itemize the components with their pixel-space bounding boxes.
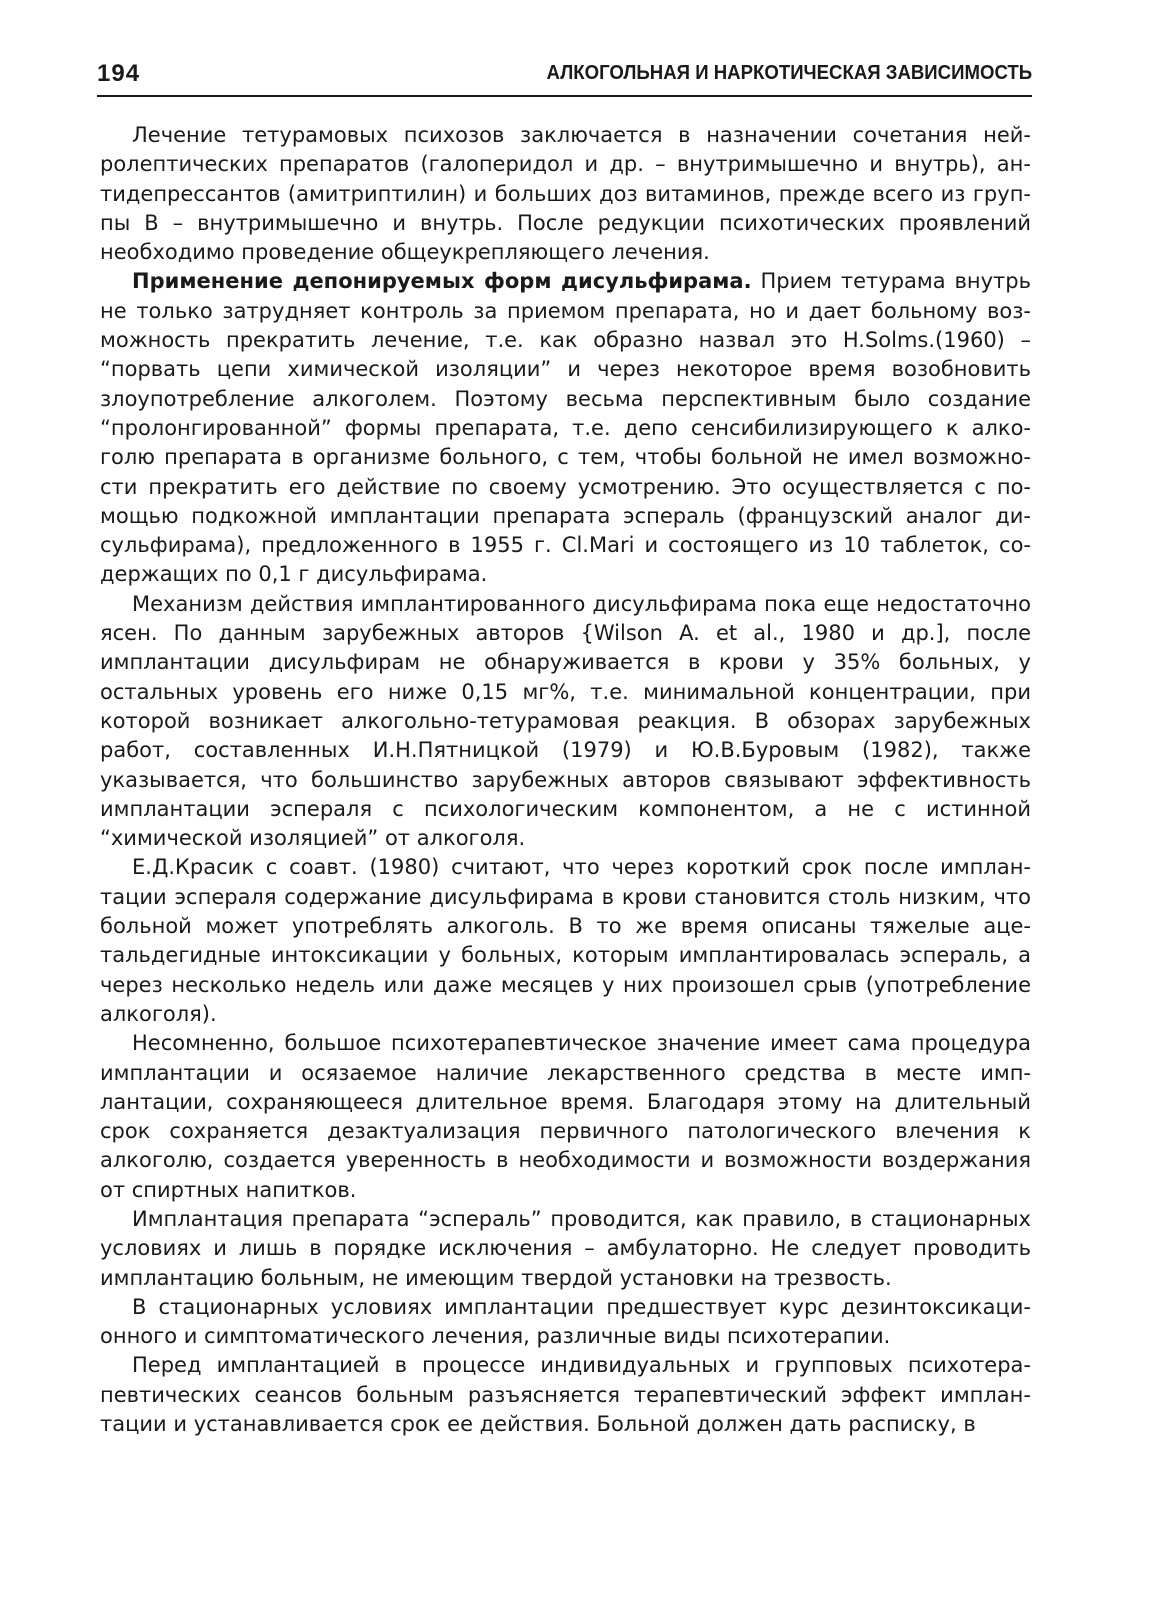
paragraph-text: В стационарных условиях имплантации предшествует курс дезинтоксикационного и симптоматического лечения, различные виды психотерапии. <box>100 1294 1031 1349</box>
paragraph-text: Лечение тетурамовых психозов заключается в назначении сочетания нейролептических препаратов (галоперидол и др. – внутримышечно и внутрь), антидепрессантов (амитриптилин) и больших доз витаминов, прежде всего из группы В – внутримышечно и внутрь. После редукции психотических проявлений необходимо проведение общеукрепляющего лечения. <box>100 123 1031 265</box>
page-header <box>97 58 1032 94</box>
paragraph-lead-heading: Применение депонируемых форм дисульфирама. <box>132 269 752 294</box>
paragraph-4 <box>100 853 1031 1029</box>
paragraph-8 <box>100 1351 1031 1439</box>
paragraph-1 <box>100 121 1031 267</box>
paragraph-text: Е.Д.Красик с соавт. (1980) считают, что через короткий срок после имплантации эспераля содержание дисульфирама в крови становится столь низким, что больной может употреблять алкоголь. В то же время описаны тяжелые ацетальдегидные интоксикации у больных, которым имплантировалась эспераль, а через несколько недель или даже месяцев у них произошел срыв (употребление алкоголя). <box>100 855 1031 1026</box>
running-title: АЛКОГОЛЬНАЯ И НАРКОТИЧЕСКАЯ ЗАВИСИМОСТЬ <box>546 62 1032 84</box>
paragraph-7 <box>100 1293 1031 1352</box>
page-number: 194 <box>97 60 141 87</box>
body-text <box>100 121 1031 1439</box>
paragraph-text: Прием тетурама внутрь не только затрудняет контроль за приемом препарата, но и дает больному возможность прекратить лечение, т.е. как образно назвал это H.Solms.(1960) – “порвать цепи химической изоляции” и через некоторое время возобновить злоупотребление алкоголем. Поэтому весьма перспективным было создание “пролонгированной” формы препарата, т.е. депо сенсибилизирующего к алкоголю препарата в организме больного, с тем, чтобы больной не имел возможности прекратить его действие по своему усмотрению. Это осуществляется с помощью подкожной имплантации препарата эспераль (французский аналог дисульфирама), предложенного в 1955 г. Cl.Mari и состоящего из 10 таблеток, содержащих по 0,1 г дисульфирама. <box>100 269 1031 587</box>
paragraph-text: Механизм действия имплантированного дисульфирама пока еще недостаточно ясен. По данным зарубежных авторов {Wilson A. et al., 1980 и др.], после имплантации дисульфирам не обнаруживается в крови у 35% больных, у остальных уровень его ниже 0,15 мг%, т.е. минимальной концентрации, при которой возникает алкогольно-тетурамовая реакция. В обзорах зарубежных работ, составленных И.Н.Пятницкой (1979) и Ю.В.Буровым (1982), также указывается, что большинство зарубежных авторов связывают эффективность имплантации эспераля с психологическим компонентом, а не с истинной “химической изоляцией” от алкоголя. <box>100 591 1031 851</box>
header-rule <box>97 95 1032 97</box>
paragraph-text: Имплантация препарата “эспераль” проводится, как правило, в стационарных условиях и лишь в порядке исключения – амбулаторно. Не следует проводить имплантацию больным, не имеющим твердой установки на трезвость. <box>100 1206 1031 1290</box>
paragraph-5 <box>100 1029 1031 1205</box>
paragraph-6 <box>100 1205 1031 1293</box>
paragraph-2 <box>100 267 1031 589</box>
paragraph-text: Несомненно, большое психотерапевтическое значение имеет сама процедура имплантации и осязаемое наличие лекарственного средства в месте имплантации, сохраняющееся длительное время. Благодаря этому на длительный срок сохраняется дезактуализация первичного патологического влечения к алкоголю, создается уверенность в необходимости и возможности воздержания от спиртных напитков. <box>100 1031 1031 1202</box>
paragraph-text: Перед имплантацией в процессе индивидуальных и групповых психотерапевтических сеансов больным разъясняется терапевтический эффект имплантации и устанавливается срок ее действия. Больной должен дать расписку, в <box>100 1353 1031 1437</box>
paragraph-3 <box>100 590 1031 854</box>
